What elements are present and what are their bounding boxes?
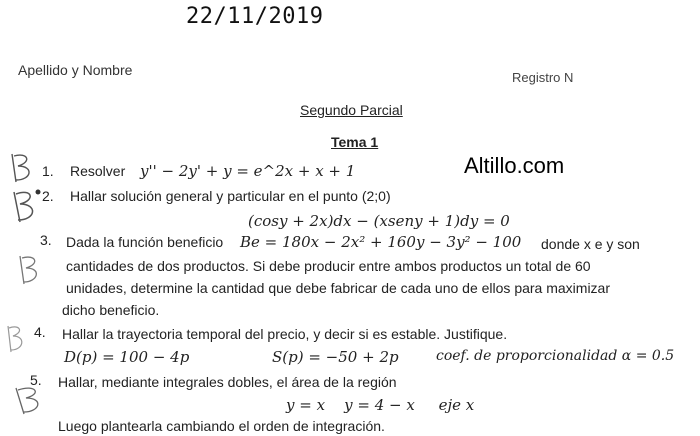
problem-1-text: Resolver — [70, 163, 126, 179]
brand-watermark: Altillo.com — [464, 153, 565, 178]
handwritten-mark-2 — [8, 186, 42, 226]
problem-3-number: 3. — [40, 232, 52, 248]
problem-1-equation: y'' − 2y' + y = e^2x + x + 1 — [140, 162, 356, 180]
handwritten-mark-5 — [10, 382, 50, 418]
handwritten-mark-1 — [6, 150, 40, 186]
problem-3-text-b: donde x e y son — [541, 236, 640, 252]
problem-4-supply: S(p) = −50 + 2p — [272, 348, 399, 366]
exam-date: 22/11/2019 — [186, 4, 324, 29]
problem-3-equation: Be = 180x − 2x² + 160y − 3y² − 100 — [240, 233, 522, 251]
problem-5-line-2: Luego plantearla cambiando el orden de integración. — [58, 418, 385, 434]
problem-5-equation: y = x y = 4 − x eje x — [286, 396, 475, 414]
exam-title: Segundo Parcial — [300, 102, 403, 118]
name-label: Apellido y Nombre — [18, 62, 133, 78]
problem-4-number: 4. — [34, 324, 46, 340]
problem-2-equation: (cosy + 2x)dx − (xseny + 1)dy = 0 — [248, 212, 510, 230]
problem-2-text: Hallar solución general y particular en el punto (2;0) — [70, 188, 391, 204]
problem-4-demand: D(p) = 100 − 4p — [64, 348, 190, 366]
problem-5-text: Hallar, mediante integrales dobles, el área de la región — [58, 374, 397, 390]
exam-tema: Tema 1 — [331, 134, 379, 150]
handwritten-mark-4 — [2, 322, 30, 356]
problem-3-line-3: unidades, determine la cantidad que debe fabricar de cada uno de ellos para maximizar — [66, 280, 611, 296]
problem-1-number: 1. — [42, 163, 54, 179]
problem-4-coef: coef. de proporcionalidad α = 0.5 — [436, 348, 675, 364]
problem-3-line-4: dicho beneficio. — [62, 302, 160, 318]
handwritten-mark-3 — [12, 252, 46, 288]
problem-4-text: Hallar la trayectoria temporal del precio, y decir si es estable. Justifique. — [62, 326, 508, 342]
problem-3-line-2: cantidades de dos productos. Si debe producir entre ambos productos un total de 60 — [66, 258, 591, 274]
problem-5-number: 5. — [30, 372, 42, 388]
problem-3-text-a: Dada la función beneficio — [66, 234, 224, 250]
registro-label: Registro N — [512, 70, 574, 85]
problem-2-number: 2. — [42, 188, 54, 204]
